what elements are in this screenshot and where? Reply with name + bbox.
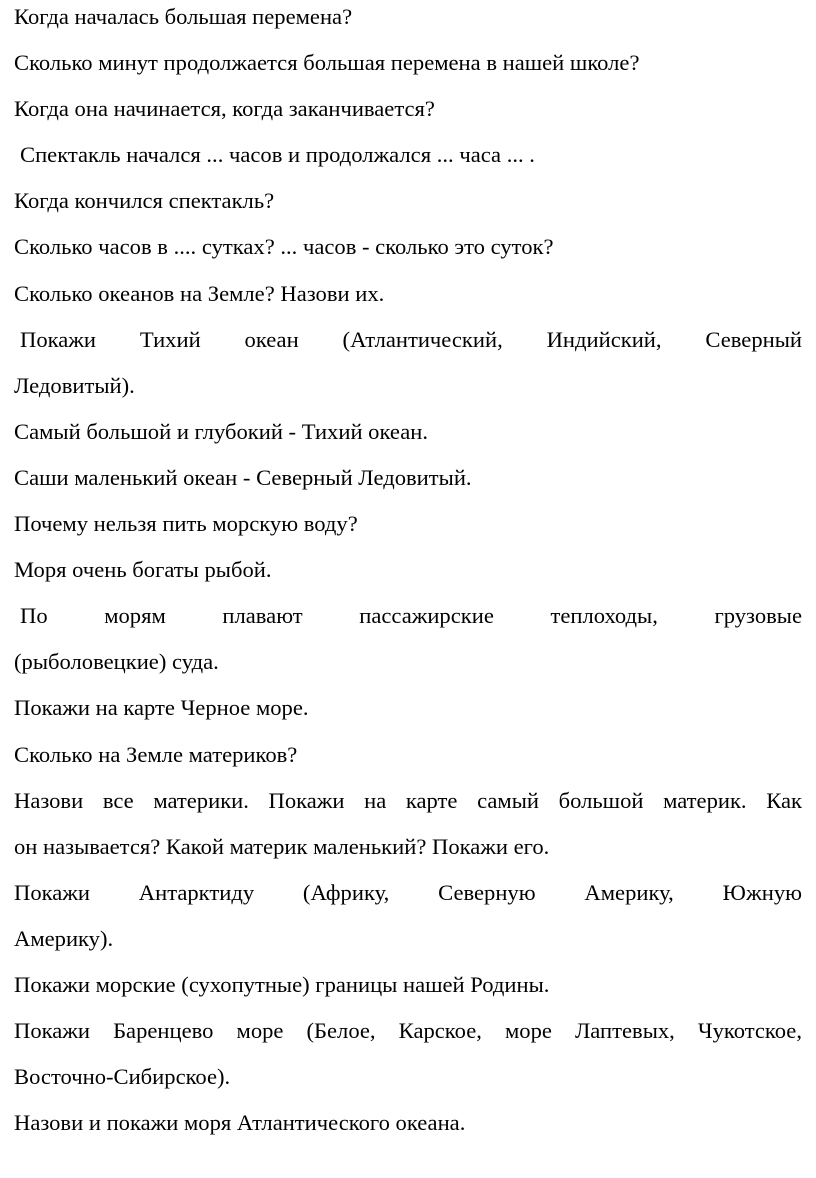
text-line: Самый большой и глубокий - Тихий океан.	[14, 418, 428, 444]
text-line: Покажи Антарктиду (Африку, Северную Америку, Южную	[14, 879, 802, 905]
text-line: Покажи Тихий океан (Атлантический, Индийский, Северный	[20, 326, 802, 352]
text-line: Ледовитый).	[14, 372, 135, 398]
text-line: Когда кончился спектакль?	[14, 188, 275, 214]
text-line: Назови и покажи моря Атлантического океана.	[14, 1110, 466, 1136]
text-line: По морям плавают пассажирские теплоходы, грузовые	[20, 603, 802, 629]
text-line: Сколько минут продолжается большая перемена в нашей школе?	[14, 50, 640, 76]
text-line: Сколько на Земле материков?	[14, 741, 298, 767]
text-line: (рыболовецкие) суда.	[14, 649, 219, 675]
text-line: Америку).	[14, 925, 114, 951]
text-line: Восточно-Сибирское).	[14, 1064, 231, 1090]
text-line: Покажи на карте Черное море.	[14, 695, 309, 721]
text-line: Назови все материки. Покажи на карте самый большой материк. Как	[14, 787, 802, 813]
text-line: Когда началась большая перемена?	[14, 4, 353, 29]
text-line: Сколько часов в .... сутках? ... часов - сколько это суток?	[14, 234, 554, 260]
text-line: Когда она начинается, когда заканчивается?	[14, 96, 435, 122]
text-line: Сколько океанов на Земле? Назови их.	[14, 280, 385, 306]
text-line: Почему нельзя пить морскую воду?	[14, 511, 358, 537]
text-line: Покажи морские (сухопутные) границы нашей Родины.	[14, 971, 550, 997]
text-line: Покажи Баренцево море (Белое, Карское, море Лаптевых, Чукотское,	[14, 1018, 802, 1044]
text-line: он называется? Какой материк маленький? Покажи его.	[14, 833, 550, 859]
text-line: Спектакль начался ... часов и продолжался ... часа ... .	[20, 142, 535, 168]
text-line: Моря очень богаты рыбой.	[14, 557, 272, 583]
text-line: Саши маленький океан - Северный Ледовитый.	[14, 464, 472, 490]
